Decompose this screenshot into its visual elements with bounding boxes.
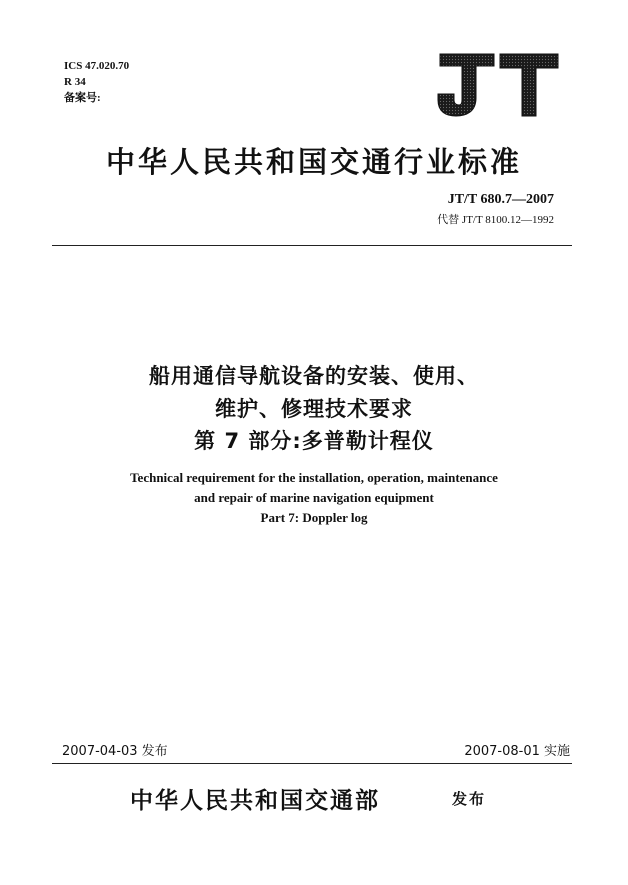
issuing-authority: 中华人民共和国交通部 (130, 787, 380, 814)
replaces-standard: 代替 JT/T 8100.12—1992 (437, 214, 554, 226)
implementation-date: 2007-08-01 实施 (464, 744, 570, 759)
ccs-code: R 34 (64, 76, 86, 88)
standard-number: JT/T 680.7—2007 (447, 192, 554, 207)
cn-title-line-1: 船用通信导航设备的安装、使用、 (149, 364, 479, 388)
en-title-line-3: Part 7: Doppler log (260, 510, 368, 525)
cn-title-line-2: 维护、修理技术要求 (215, 397, 413, 421)
standard-category-title: 中华人民共和国交通行业标准 (105, 145, 522, 179)
filing-number-label: 备案号: (64, 92, 101, 104)
bottom-divider (52, 763, 572, 764)
header-meta (64, 58, 129, 106)
jt-logo (436, 52, 560, 118)
en-title-line-2: and repair of marine navigation equipment (194, 490, 434, 505)
en-title-line-1: Technical requirement for the installation, operation, maintenance (130, 470, 498, 485)
issue-date: 2007-04-03 发布 (62, 744, 168, 759)
top-divider (52, 245, 572, 246)
cn-title-line-3: 第 7 部分:多普勒计程仪 (194, 429, 434, 453)
publish-label: 发布 (452, 790, 487, 808)
ics-code: ICS 47.020.70 (64, 60, 130, 72)
